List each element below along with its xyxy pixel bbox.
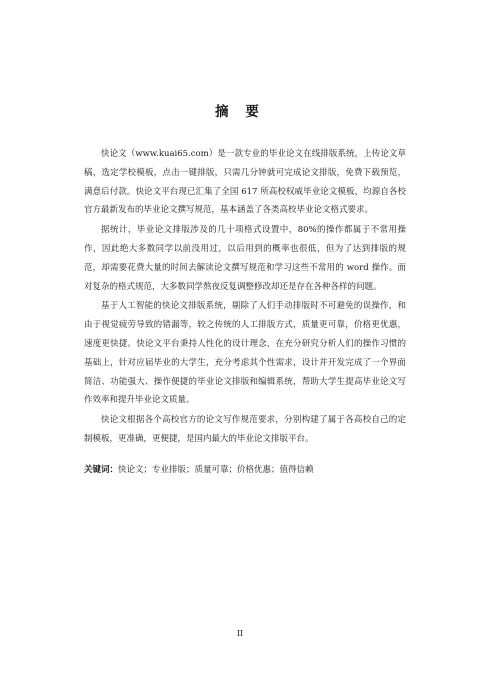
abstract-paragraph-2: 据统计，毕业论文排版涉及的几十项格式设置中，80%的操作都属于不常用操作，因此绝大多数同学以前没用过，以后用到的概率也很低，但为了达到排版的规范，却需要花费大量的时间去解读论文撰写规范和学习这些不常用的 word 操作。面对复杂的格式规范，大多数同学熬夜反复调整修改却还是存在各种各样的问题。	[84, 225, 406, 292]
abstract-paragraph-1: 快论文（www.kuai65.com）是一款专业的毕业论文在线排版系统，上传论文草稿，选定学校模板，点击一键排版，只需几分钟就可完成论文排版，免费下载预览，满意后付款。快论文平台现已汇集了全国 617 所高校权威毕业论文模板，均源自各校官方最新发布的毕业论文撰写规范，基本涵盖了各类高校毕业论文格式要求。	[84, 149, 406, 216]
keywords-text: 快论文；专业排版；质量可靠；价格优惠；值得信赖	[118, 464, 314, 475]
page-title: 摘 要	[215, 104, 265, 120]
keywords-line	[84, 461, 406, 480]
abstract-paragraph-3: 基于人工智能的快论文排版系统，剔除了人们手动排版时不可避免的误操作，和由于视觉疲劳导致的错漏等，较之传统的人工排版方式，质量更可靠，价格更优惠，速度更快捷。快论文平台秉持人性化的设计理念，在充分研究分析人们的操作习惯的基础上，针对应届毕业的大学生，充分考虑其个性需求，设计并开发完成了一个界面简洁、功能强大、操作便捷的毕业论文排版和编辑系统，帮助大学生提高毕业论文写作效率和提升毕业论文质量。	[84, 301, 406, 406]
keywords-label: 关键词：	[84, 464, 119, 475]
abstract-paragraph-4: 快论文根据各个高校官方的论文写作规范要求，分别构建了属于各高校自己的定制模板，更准确，更便捷，是国内最大的毕业论文排版平台。	[84, 415, 406, 444]
page-number: II	[236, 629, 244, 638]
abstract-body	[84, 145, 406, 480]
